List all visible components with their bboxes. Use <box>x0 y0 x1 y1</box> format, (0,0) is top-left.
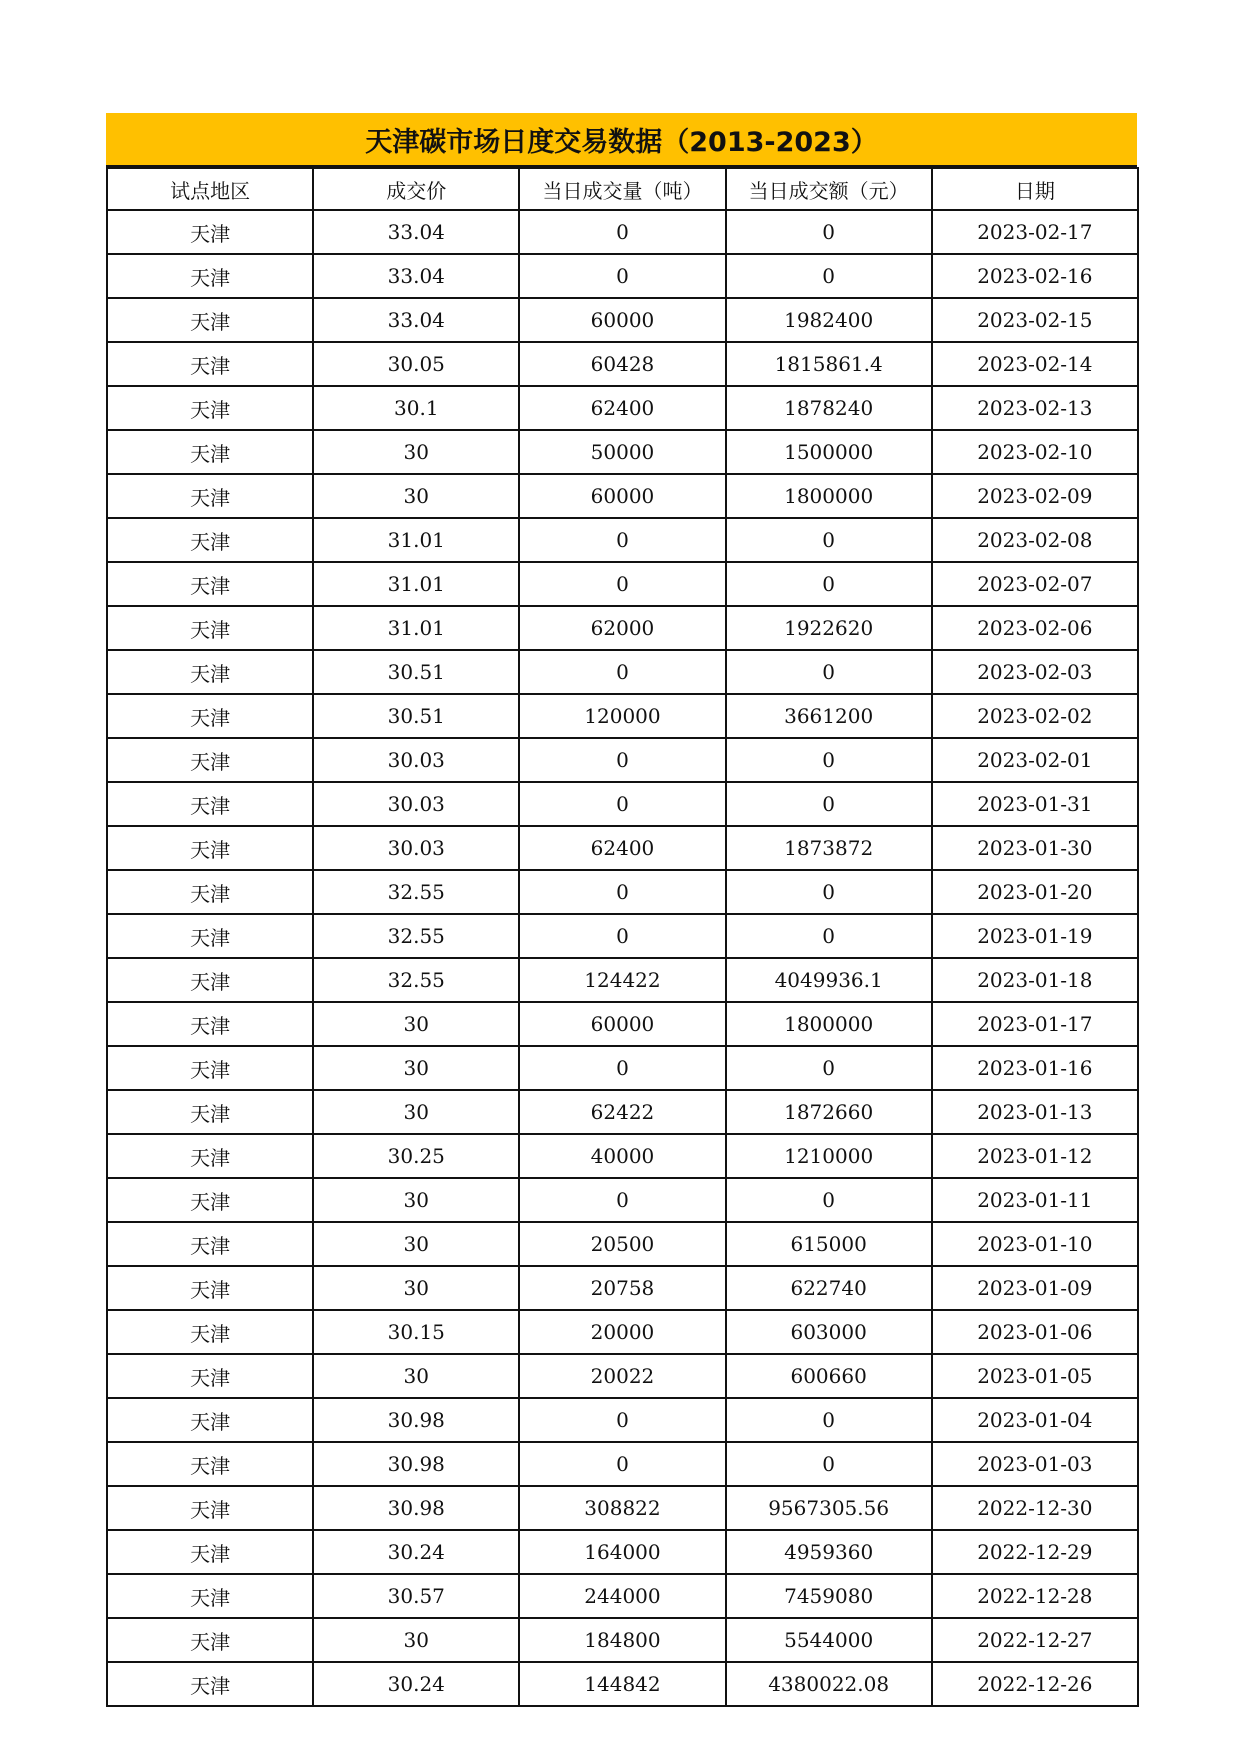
cell-volume[interactable]: 0 <box>519 738 725 782</box>
cell-price[interactable]: 31.01 <box>313 518 519 562</box>
table-row <box>107 1090 1138 1134</box>
cell-amount[interactable]: 5544000 <box>726 1618 932 1662</box>
cell-volume[interactable]: 62400 <box>519 826 725 870</box>
cell-date[interactable]: 2023-01-20 <box>932 870 1138 914</box>
cell-price[interactable]: 30 <box>313 1046 519 1090</box>
cell-price[interactable]: 30 <box>313 474 519 518</box>
table-row <box>107 210 1138 254</box>
cell-region[interactable]: 天津 <box>107 474 313 518</box>
cell-date[interactable]: 2023-01-05 <box>932 1354 1138 1398</box>
cell-amount[interactable]: 0 <box>726 870 932 914</box>
cell-volume[interactable]: 60000 <box>519 298 725 342</box>
cell-amount[interactable]: 0 <box>726 518 932 562</box>
cell-amount[interactable]: 1873872 <box>726 826 932 870</box>
cell-volume[interactable]: 50000 <box>519 430 725 474</box>
cell-amount[interactable]: 615000 <box>726 1222 932 1266</box>
cell-volume[interactable]: 0 <box>519 518 725 562</box>
cell-date[interactable]: 2023-02-16 <box>932 254 1138 298</box>
cell-volume[interactable]: 120000 <box>519 694 725 738</box>
header-cell-region[interactable]: 试点地区 <box>107 168 313 210</box>
cell-region[interactable]: 天津 <box>107 782 313 826</box>
cell-date[interactable]: 2023-01-10 <box>932 1222 1138 1266</box>
cell-date[interactable]: 2023-01-18 <box>932 958 1138 1002</box>
cell-region[interactable]: 天津 <box>107 210 313 254</box>
cell-price[interactable]: 30 <box>313 430 519 474</box>
cell-amount[interactable]: 1815861.4 <box>726 342 932 386</box>
cell-volume[interactable]: 60428 <box>519 342 725 386</box>
cell-price[interactable]: 30.57 <box>313 1574 519 1618</box>
cell-price[interactable]: 31.01 <box>313 606 519 650</box>
cell-date[interactable]: 2023-02-09 <box>932 474 1138 518</box>
cell-region[interactable]: 天津 <box>107 1574 313 1618</box>
cell-date[interactable]: 2023-02-02 <box>932 694 1138 738</box>
cell-region[interactable]: 天津 <box>107 650 313 694</box>
cell-region[interactable]: 天津 <box>107 1090 313 1134</box>
header-row <box>107 168 1138 210</box>
cell-price[interactable]: 32.55 <box>313 958 519 1002</box>
cell-region[interactable]: 天津 <box>107 430 313 474</box>
cell-region[interactable]: 天津 <box>107 1354 313 1398</box>
cell-region[interactable]: 天津 <box>107 518 313 562</box>
cell-price[interactable]: 32.55 <box>313 914 519 958</box>
cell-amount[interactable]: 7459080 <box>726 1574 932 1618</box>
cell-volume[interactable]: 0 <box>519 782 725 826</box>
cell-date[interactable]: 2023-02-08 <box>932 518 1138 562</box>
cell-volume[interactable]: 0 <box>519 1442 725 1486</box>
cell-date[interactable]: 2023-02-01 <box>932 738 1138 782</box>
cell-amount[interactable]: 0 <box>726 562 932 606</box>
table-row <box>107 430 1138 474</box>
table-row <box>107 870 1138 914</box>
cell-volume[interactable]: 0 <box>519 254 725 298</box>
cell-date[interactable]: 2022-12-27 <box>932 1618 1138 1662</box>
cell-date[interactable]: 2022-12-30 <box>932 1486 1138 1530</box>
cell-amount[interactable]: 0 <box>726 1178 932 1222</box>
table-row <box>107 342 1138 386</box>
cell-price[interactable]: 33.04 <box>313 298 519 342</box>
cell-price[interactable]: 30 <box>313 1266 519 1310</box>
cell-volume[interactable]: 20500 <box>519 1222 725 1266</box>
cell-volume[interactable]: 0 <box>519 914 725 958</box>
table-row <box>107 1222 1138 1266</box>
cell-volume[interactable]: 20000 <box>519 1310 725 1354</box>
cell-date[interactable]: 2022-12-28 <box>932 1574 1138 1618</box>
cell-volume[interactable]: 62000 <box>519 606 725 650</box>
cell-date[interactable]: 2023-02-13 <box>932 386 1138 430</box>
cell-date[interactable]: 2023-02-06 <box>932 606 1138 650</box>
cell-region[interactable]: 天津 <box>107 1266 313 1310</box>
cell-price[interactable]: 33.04 <box>313 210 519 254</box>
cell-amount[interactable]: 0 <box>726 210 932 254</box>
cell-region[interactable]: 天津 <box>107 958 313 1002</box>
cell-date[interactable]: 2023-01-11 <box>932 1178 1138 1222</box>
cell-volume[interactable]: 62400 <box>519 386 725 430</box>
table-row <box>107 386 1138 430</box>
cell-price[interactable]: 30 <box>313 1354 519 1398</box>
cell-amount[interactable]: 4380022.08 <box>726 1662 932 1706</box>
spreadsheet-sheet <box>106 113 1137 1707</box>
cell-price[interactable]: 30 <box>313 1618 519 1662</box>
table-row <box>107 1530 1138 1574</box>
cell-date[interactable]: 2023-02-07 <box>932 562 1138 606</box>
cell-volume[interactable]: 144842 <box>519 1662 725 1706</box>
cell-price[interactable]: 30 <box>313 1090 519 1134</box>
cell-region[interactable]: 天津 <box>107 1222 313 1266</box>
cell-region[interactable]: 天津 <box>107 606 313 650</box>
table-row <box>107 1178 1138 1222</box>
table-row <box>107 914 1138 958</box>
cell-date[interactable]: 2023-02-15 <box>932 298 1138 342</box>
cell-region[interactable]: 天津 <box>107 1662 313 1706</box>
cell-amount[interactable]: 0 <box>726 782 932 826</box>
cell-amount[interactable]: 1800000 <box>726 1002 932 1046</box>
cell-price[interactable]: 30.03 <box>313 782 519 826</box>
table-row <box>107 1134 1138 1178</box>
cell-amount[interactable]: 9567305.56 <box>726 1486 932 1530</box>
cell-date[interactable]: 2023-01-06 <box>932 1310 1138 1354</box>
cell-price[interactable]: 30.98 <box>313 1486 519 1530</box>
table-row <box>107 298 1138 342</box>
table-body <box>107 210 1138 1706</box>
cell-region[interactable]: 天津 <box>107 1486 313 1530</box>
cell-volume[interactable]: 164000 <box>519 1530 725 1574</box>
cell-price[interactable]: 30.15 <box>313 1310 519 1354</box>
table-row <box>107 1574 1138 1618</box>
cell-region[interactable]: 天津 <box>107 254 313 298</box>
cell-date[interactable]: 2023-01-03 <box>932 1442 1138 1486</box>
cell-region[interactable]: 天津 <box>107 298 313 342</box>
cell-price[interactable]: 32.55 <box>313 870 519 914</box>
cell-amount[interactable]: 622740 <box>726 1266 932 1310</box>
header-cell-amount[interactable]: 当日成交额（元） <box>726 168 932 210</box>
cell-date[interactable]: 2023-01-30 <box>932 826 1138 870</box>
cell-region[interactable]: 天津 <box>107 1398 313 1442</box>
table-row <box>107 518 1138 562</box>
cell-region[interactable]: 天津 <box>107 562 313 606</box>
cell-volume[interactable]: 0 <box>519 1046 725 1090</box>
table-row <box>107 1442 1138 1486</box>
cell-volume[interactable]: 0 <box>519 562 725 606</box>
cell-volume[interactable]: 62422 <box>519 1090 725 1134</box>
cell-date[interactable]: 2023-01-31 <box>932 782 1138 826</box>
cell-volume[interactable]: 184800 <box>519 1618 725 1662</box>
table-row <box>107 1354 1138 1398</box>
cell-region[interactable]: 天津 <box>107 1442 313 1486</box>
cell-price[interactable]: 30.03 <box>313 738 519 782</box>
cell-price[interactable]: 31.01 <box>313 562 519 606</box>
header-cell-price[interactable]: 成交价 <box>313 168 519 210</box>
table-row <box>107 562 1138 606</box>
cell-volume[interactable]: 124422 <box>519 958 725 1002</box>
cell-volume[interactable]: 60000 <box>519 474 725 518</box>
cell-price[interactable]: 30 <box>313 1178 519 1222</box>
sheet-title: 天津碳市场日度交易数据（2013-2023） <box>106 113 1137 167</box>
cell-amount[interactable]: 1922620 <box>726 606 932 650</box>
cell-volume[interactable]: 308822 <box>519 1486 725 1530</box>
cell-amount[interactable]: 0 <box>726 1398 932 1442</box>
header-cell-date[interactable]: 日期 <box>932 168 1138 210</box>
cell-price[interactable]: 30 <box>313 1002 519 1046</box>
cell-amount[interactable]: 3661200 <box>726 694 932 738</box>
table-row <box>107 254 1138 298</box>
cell-region[interactable]: 天津 <box>107 870 313 914</box>
table-row <box>107 958 1138 1002</box>
cell-price[interactable]: 30.98 <box>313 1442 519 1486</box>
cell-date[interactable]: 2023-02-10 <box>932 430 1138 474</box>
header-cell-volume[interactable]: 当日成交量（吨） <box>519 168 725 210</box>
cell-amount[interactable]: 0 <box>726 254 932 298</box>
cell-volume[interactable]: 0 <box>519 1398 725 1442</box>
cell-date[interactable]: 2023-02-03 <box>932 650 1138 694</box>
cell-volume[interactable]: 0 <box>519 1178 725 1222</box>
cell-region[interactable]: 天津 <box>107 1310 313 1354</box>
cell-region[interactable]: 天津 <box>107 1002 313 1046</box>
table-row <box>107 738 1138 782</box>
cell-volume[interactable]: 0 <box>519 210 725 254</box>
cell-date[interactable]: 2023-02-17 <box>932 210 1138 254</box>
table-row <box>107 1266 1138 1310</box>
cell-date[interactable]: 2023-01-16 <box>932 1046 1138 1090</box>
cell-date[interactable]: 2022-12-26 <box>932 1662 1138 1706</box>
cell-date[interactable]: 2023-01-12 <box>932 1134 1138 1178</box>
cell-amount[interactable]: 0 <box>726 650 932 694</box>
cell-price[interactable]: 30.51 <box>313 694 519 738</box>
cell-region[interactable]: 天津 <box>107 738 313 782</box>
cell-amount[interactable]: 1982400 <box>726 298 932 342</box>
cell-volume[interactable]: 0 <box>519 870 725 914</box>
table-row <box>107 1398 1138 1442</box>
cell-amount[interactable]: 600660 <box>726 1354 932 1398</box>
cell-region[interactable]: 天津 <box>107 386 313 430</box>
table-row <box>107 1002 1138 1046</box>
cell-region[interactable]: 天津 <box>107 1178 313 1222</box>
cell-volume[interactable]: 20758 <box>519 1266 725 1310</box>
cell-price[interactable]: 30.98 <box>313 1398 519 1442</box>
trade-data-table <box>106 167 1139 1707</box>
cell-amount[interactable]: 4959360 <box>726 1530 932 1574</box>
cell-volume[interactable]: 20022 <box>519 1354 725 1398</box>
cell-volume[interactable]: 0 <box>519 650 725 694</box>
cell-price[interactable]: 30.24 <box>313 1662 519 1706</box>
cell-region[interactable]: 天津 <box>107 1618 313 1662</box>
cell-date[interactable]: 2023-01-09 <box>932 1266 1138 1310</box>
cell-amount[interactable]: 1878240 <box>726 386 932 430</box>
cell-amount[interactable]: 1800000 <box>726 474 932 518</box>
cell-amount[interactable]: 1872660 <box>726 1090 932 1134</box>
cell-date[interactable]: 2023-01-17 <box>932 1002 1138 1046</box>
cell-amount[interactable]: 0 <box>726 1046 932 1090</box>
cell-region[interactable]: 天津 <box>107 694 313 738</box>
cell-amount[interactable]: 0 <box>726 914 932 958</box>
cell-price[interactable]: 30.03 <box>313 826 519 870</box>
cell-price[interactable]: 30.25 <box>313 1134 519 1178</box>
cell-amount[interactable]: 0 <box>726 738 932 782</box>
cell-volume[interactable]: 40000 <box>519 1134 725 1178</box>
table-row <box>107 1310 1138 1354</box>
table-row <box>107 650 1138 694</box>
cell-volume[interactable]: 60000 <box>519 1002 725 1046</box>
cell-date[interactable]: 2023-02-14 <box>932 342 1138 386</box>
cell-amount[interactable]: 4049936.1 <box>726 958 932 1002</box>
table-row <box>107 1618 1138 1662</box>
cell-price[interactable]: 33.04 <box>313 254 519 298</box>
table-row <box>107 474 1138 518</box>
table-row <box>107 1662 1138 1706</box>
table-row <box>107 782 1138 826</box>
cell-date[interactable]: 2023-01-04 <box>932 1398 1138 1442</box>
table-row <box>107 1046 1138 1090</box>
table-row <box>107 694 1138 738</box>
cell-date[interactable]: 2022-12-29 <box>932 1530 1138 1574</box>
cell-date[interactable]: 2023-01-19 <box>932 914 1138 958</box>
cell-region[interactable]: 天津 <box>107 826 313 870</box>
cell-region[interactable]: 天津 <box>107 1134 313 1178</box>
table-row <box>107 1486 1138 1530</box>
cell-price[interactable]: 30 <box>313 1222 519 1266</box>
cell-region[interactable]: 天津 <box>107 914 313 958</box>
cell-price[interactable]: 30.24 <box>313 1530 519 1574</box>
cell-price[interactable]: 30.51 <box>313 650 519 694</box>
cell-price[interactable]: 30.05 <box>313 342 519 386</box>
cell-amount[interactable]: 1500000 <box>726 430 932 474</box>
cell-amount[interactable]: 603000 <box>726 1310 932 1354</box>
cell-amount[interactable]: 0 <box>726 1442 932 1486</box>
cell-region[interactable]: 天津 <box>107 1530 313 1574</box>
cell-date[interactable]: 2023-01-13 <box>932 1090 1138 1134</box>
cell-price[interactable]: 30.1 <box>313 386 519 430</box>
table-row <box>107 826 1138 870</box>
cell-amount[interactable]: 1210000 <box>726 1134 932 1178</box>
cell-region[interactable]: 天津 <box>107 1046 313 1090</box>
cell-volume[interactable]: 244000 <box>519 1574 725 1618</box>
cell-region[interactable]: 天津 <box>107 342 313 386</box>
table-row <box>107 606 1138 650</box>
